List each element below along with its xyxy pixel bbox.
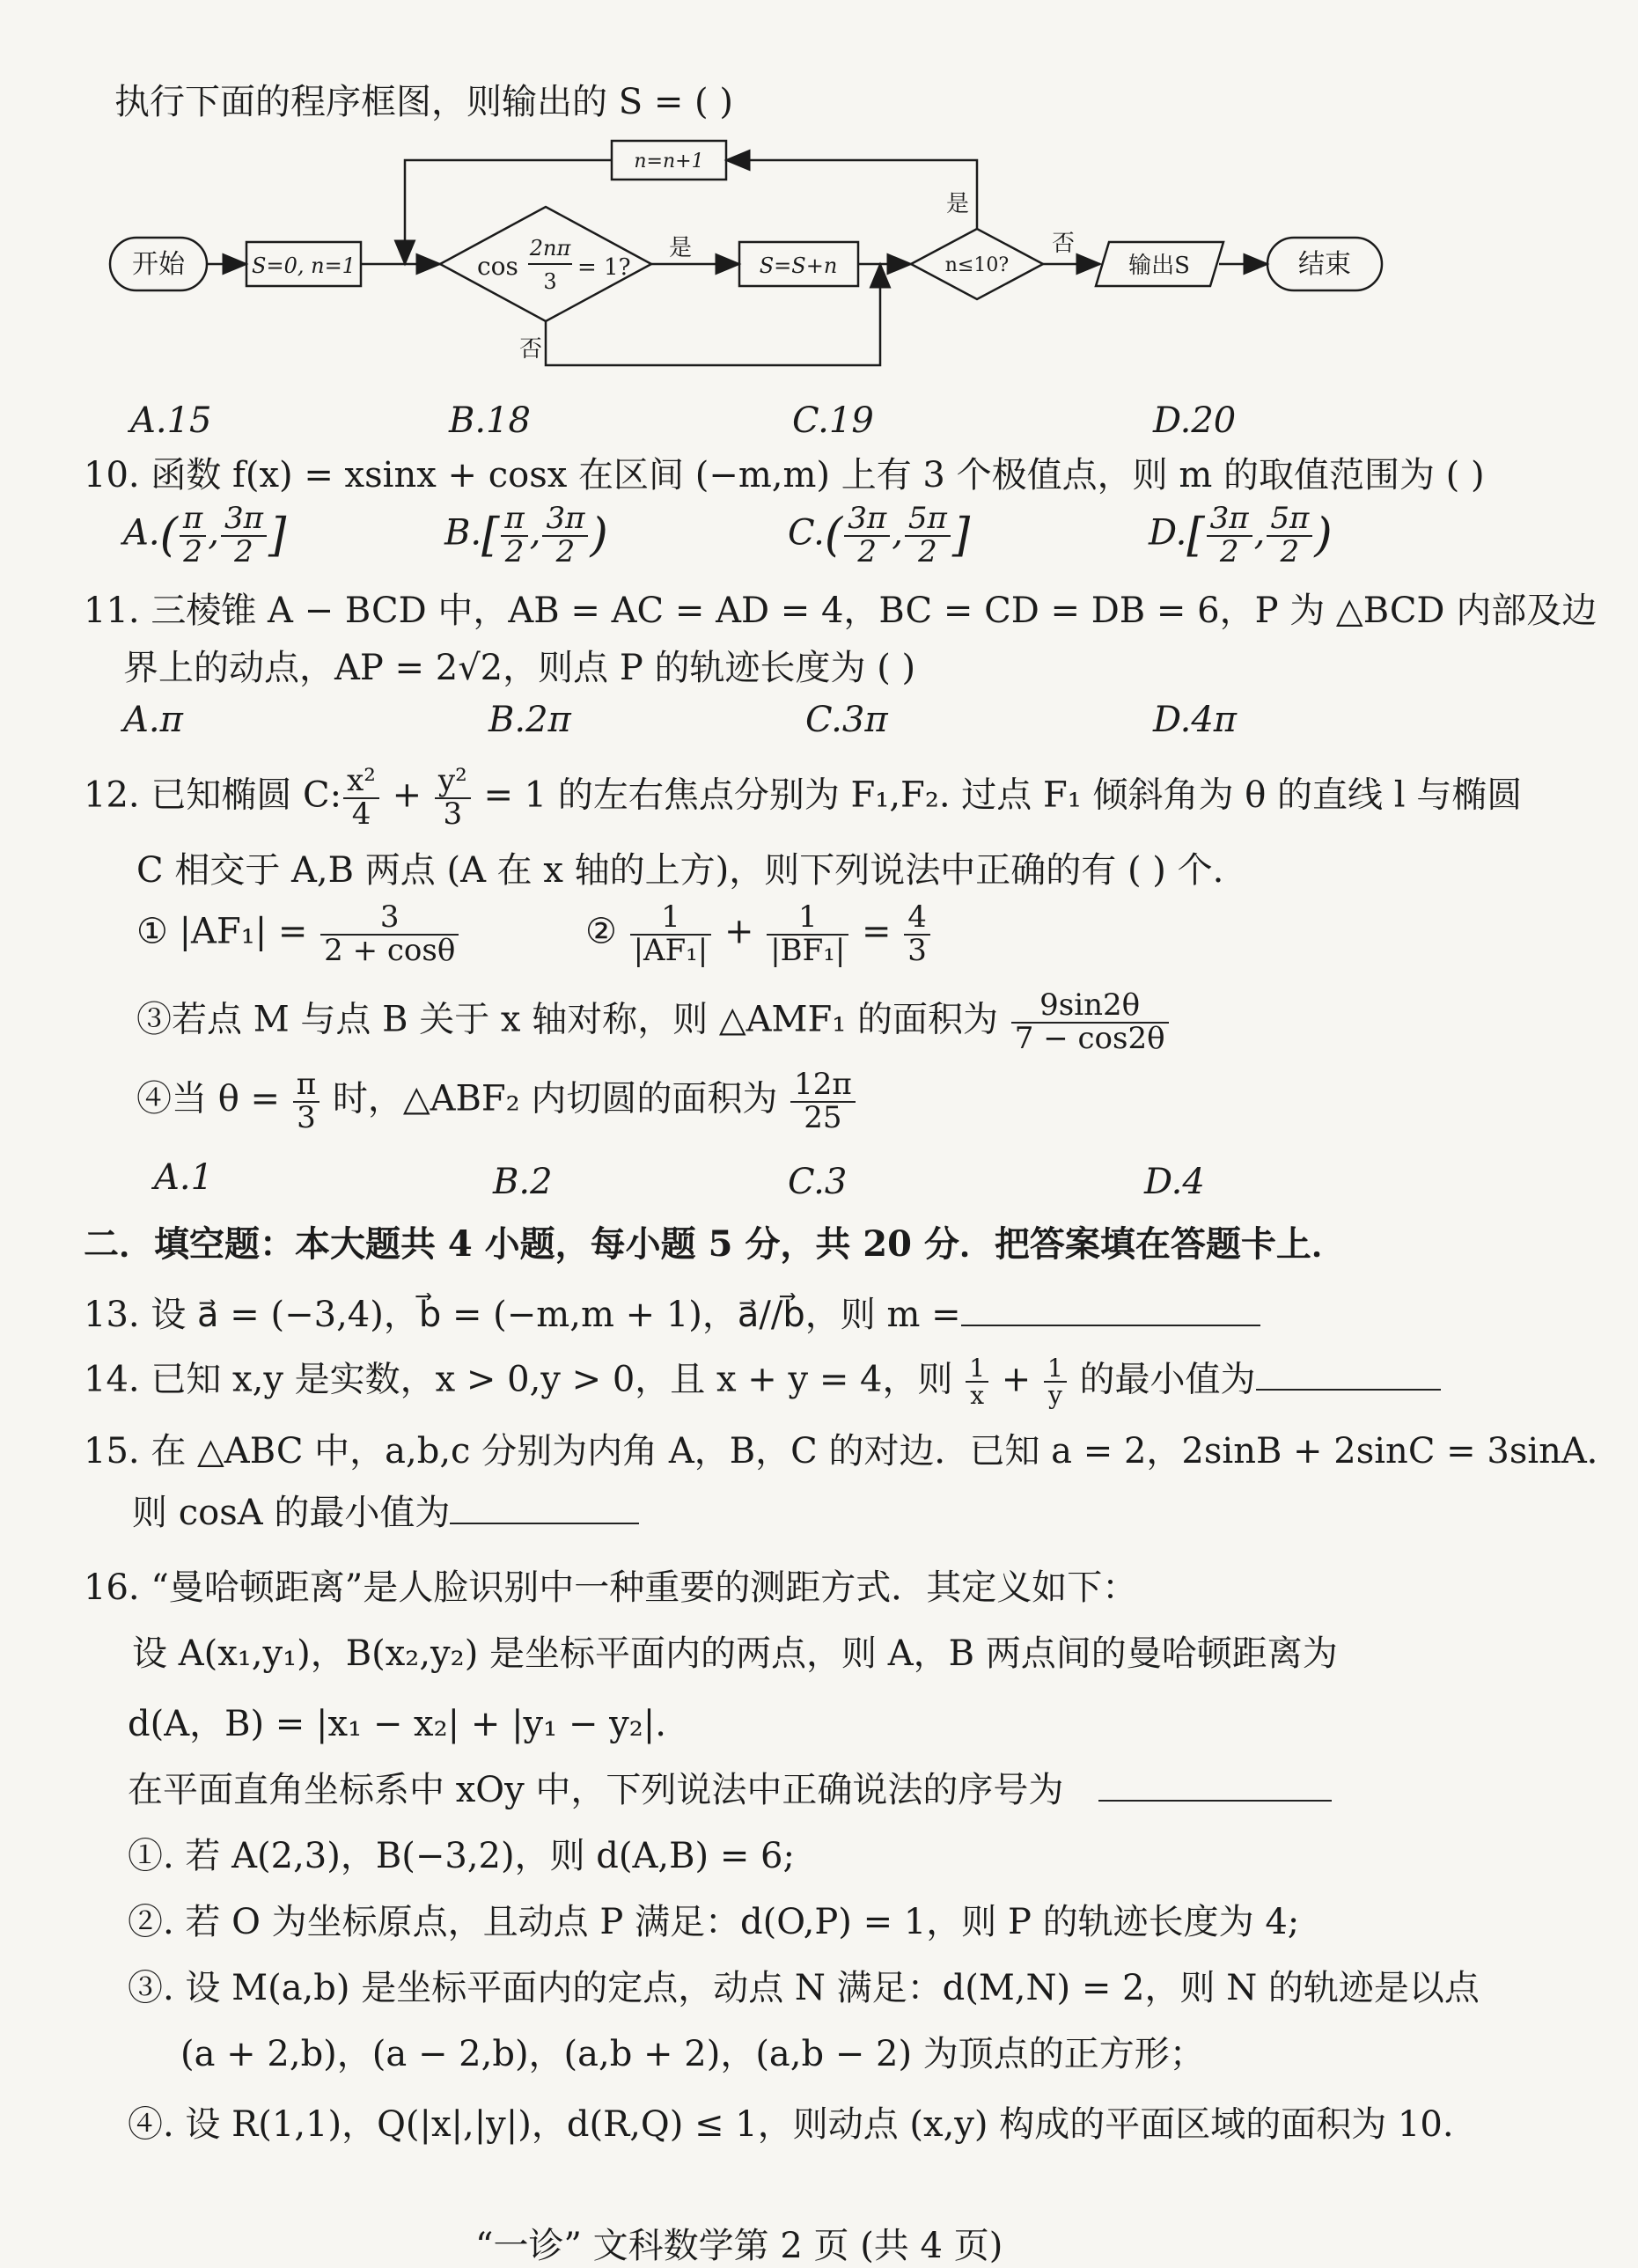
q10-option-b: B.[ $\frac{\pi}{2}$ , $\frac{3\pi}{2}$ ) bbox=[444, 501, 608, 569]
q12-statement-2: ② $\frac{1}{\text{|AF₁|}}$ + $\frac{1}{\text{|BF₁|}}$ = $\frac{4}{3}$ bbox=[585, 902, 932, 966]
no2-label: 否 bbox=[1052, 231, 1076, 257]
yes2-label: 是 bbox=[946, 191, 970, 217]
q9-option-b: B.18 bbox=[449, 400, 532, 441]
q14-question: 14. 已知 x,y 是实数，x > 0,y > 0，且 x + y = 4，则 $\frac{1}{x}$ + $\frac{1}{y}$ 的最小值为 bbox=[84, 1355, 1441, 1409]
cond1-prefix: cos bbox=[477, 252, 518, 281]
q11-option-c: C.3π bbox=[805, 700, 888, 740]
q12-line2: C 相交于 A,B 两点 (A 在 x 轴的上方)，则下列说法中正确的有 ( ) 个. bbox=[136, 850, 1224, 891]
q12-option-d: D.4 bbox=[1144, 1162, 1205, 1202]
cond1-suffix: = 1? bbox=[577, 254, 631, 281]
q10-option-d: D.[ $\frac{3\pi}{2}$ , $\frac{5\pi}{2}$ ) bbox=[1149, 501, 1333, 569]
q12-option-c: C.3 bbox=[788, 1162, 848, 1202]
q12-option-b: B.2 bbox=[493, 1162, 553, 1202]
q16-statement-4: ④. 设 R(1,1)，Q(|x|,|y|)，d(R,Q) ≤ 1，则动点 (x,y) 构成的平面区域的面积为 10. bbox=[128, 2104, 1454, 2145]
page-footer: “一诊” 文科数学第 2 页 (共 4 页) bbox=[475, 2226, 1003, 2266]
cond1-den: 3 bbox=[543, 269, 557, 294]
q13-question: 13. 设 a⃗ = (−3,4)，b⃗ = (−m,m + 1)，a⃗//b⃗，则 m = bbox=[84, 1294, 1260, 1336]
q11-line1: 11. 三棱锥 A − BCD 中，AB = AC = AD = 4，BC = CD = DB = 6，P 为 △BCD 内部及边 bbox=[84, 591, 1598, 631]
update-label: S=S+n bbox=[759, 253, 838, 278]
end-label: 结束 bbox=[1298, 249, 1351, 280]
output-label: 输出S bbox=[1128, 253, 1190, 279]
q15-answer-blank[interactable] bbox=[450, 1493, 639, 1524]
cond1-num: 2nπ bbox=[529, 236, 571, 261]
yes1-label: 是 bbox=[669, 235, 693, 261]
q11-option-d: D.4π bbox=[1153, 700, 1238, 740]
q9-option-a: A.15 bbox=[130, 400, 212, 441]
q13-answer-blank[interactable] bbox=[961, 1295, 1260, 1326]
q12-line1: 12. 已知椭圆 C: $\frac{\text{x²}}{4}$ + $\frac{\text{y²}}{3}$ = 1 的左右焦点分别为 F₁,F₂. 过点 F₁ 倾斜角为 θ 的直线 l 与椭圆 bbox=[84, 763, 1523, 832]
no1-label: 否 bbox=[519, 336, 543, 363]
q9-text: 执行下面的程序框图，则输出的 S = ( ) bbox=[114, 82, 733, 122]
q10-option-a: A.( $\frac{\pi}{2}$ , $\frac{3\pi}{2}$ ] bbox=[123, 501, 287, 569]
q16-definition: d(A，B) = |x₁ − x₂| + |y₁ − y₂|. bbox=[128, 1704, 666, 1744]
q14-answer-blank[interactable] bbox=[1256, 1359, 1441, 1391]
q11-line2: 界上的动点，AP = 2√2，则点 P 的轨迹长度为 ( ) bbox=[123, 648, 916, 688]
q9-option-c: C.19 bbox=[792, 400, 874, 441]
q11-option-a: A.π bbox=[123, 700, 183, 740]
increment-label: n=n+1 bbox=[634, 150, 704, 172]
q16-line2: 设 A(x₁,y₁)，B(x₂,y₂) 是坐标平面内的两点，则 A，B 两点间的曼哈顿距离为 bbox=[132, 1633, 1338, 1674]
q12-option-a: A.1 bbox=[154, 1157, 214, 1198]
cond2-label: n≤10? bbox=[944, 254, 1010, 276]
q10-option-c: C.( $\frac{3\pi}{2}$ , $\frac{5\pi}{2}$ ] bbox=[788, 501, 971, 569]
q16-statement-3-line1: ③. 设 M(a,b) 是坐标平面内的定点，动点 N 满足：d(M,N) = 2，则 N 的轨迹是以点 bbox=[128, 1968, 1480, 2008]
init-label: S=0, n=1 bbox=[252, 253, 356, 278]
q9-option-d: D.20 bbox=[1153, 400, 1237, 441]
q16-line1: 16. “曼哈顿距离”是人脸识别中一种重要的测距方式．其定义如下： bbox=[84, 1567, 1138, 1608]
q16-statement-1: ①. 若 A(2,3)，B(−3,2)，则 d(A,B) = 6; bbox=[128, 1836, 795, 1876]
section-2-heading: 二．填空题：本大题共 4 小题，每小题 5 分，共 20 分．把答案填在答题卡上． bbox=[84, 1223, 1347, 1265]
q15-line2: 则 cosA 的最小值为 bbox=[132, 1492, 639, 1534]
q10-question: 10. 函数 f(x) = xsinx + cosx 在区间 (−m,m) 上有 3 个极值点，则 m 的取值范围为 ( ) bbox=[84, 455, 1485, 495]
q16-statement-2: ②. 若 O 为坐标原点，且动点 P 满足：d(O,P) = 1，则 P 的轨迹长度为 4; bbox=[128, 1902, 1300, 1942]
q12-statement-4: ④当 θ = $\frac{\pi}{3}$ 时，△ABF₂ 内切圆的面积为 $\frac{12\pi}{25}$ bbox=[136, 1069, 857, 1134]
start-label: 开始 bbox=[132, 249, 185, 280]
q16-statement-3-line2: (a + 2,b)，(a − 2,b)，(a,b + 2)，(a,b − 2) 为顶点的正方形； bbox=[180, 2034, 1205, 2074]
q12-statement-1: ① |AF₁| = $\frac{3}{2 + \cos\theta}$ bbox=[136, 902, 460, 966]
q16-line4: 在平面直角坐标系中 xOy 中，下列说法中正确说法的序号为 bbox=[128, 1769, 1332, 1811]
flowchart bbox=[106, 132, 1426, 387]
q9-question bbox=[114, 81, 733, 123]
q12-statement-3: ③若点 M 与点 B 关于 x 轴对称，则 △AMF₁ 的面积为 $\frac{9\sin 2\theta}{7 - \cos 2\theta}$ bbox=[136, 990, 1171, 1054]
q11-option-b: B.2π bbox=[488, 700, 571, 740]
q15-line1: 15. 在 △ABC 中，a,b,c 分别为内角 A，B，C 的对边．已知 a = 2，2sinB + 2sinC = 3sinA． bbox=[84, 1431, 1622, 1472]
q16-answer-blank[interactable] bbox=[1098, 1770, 1332, 1802]
